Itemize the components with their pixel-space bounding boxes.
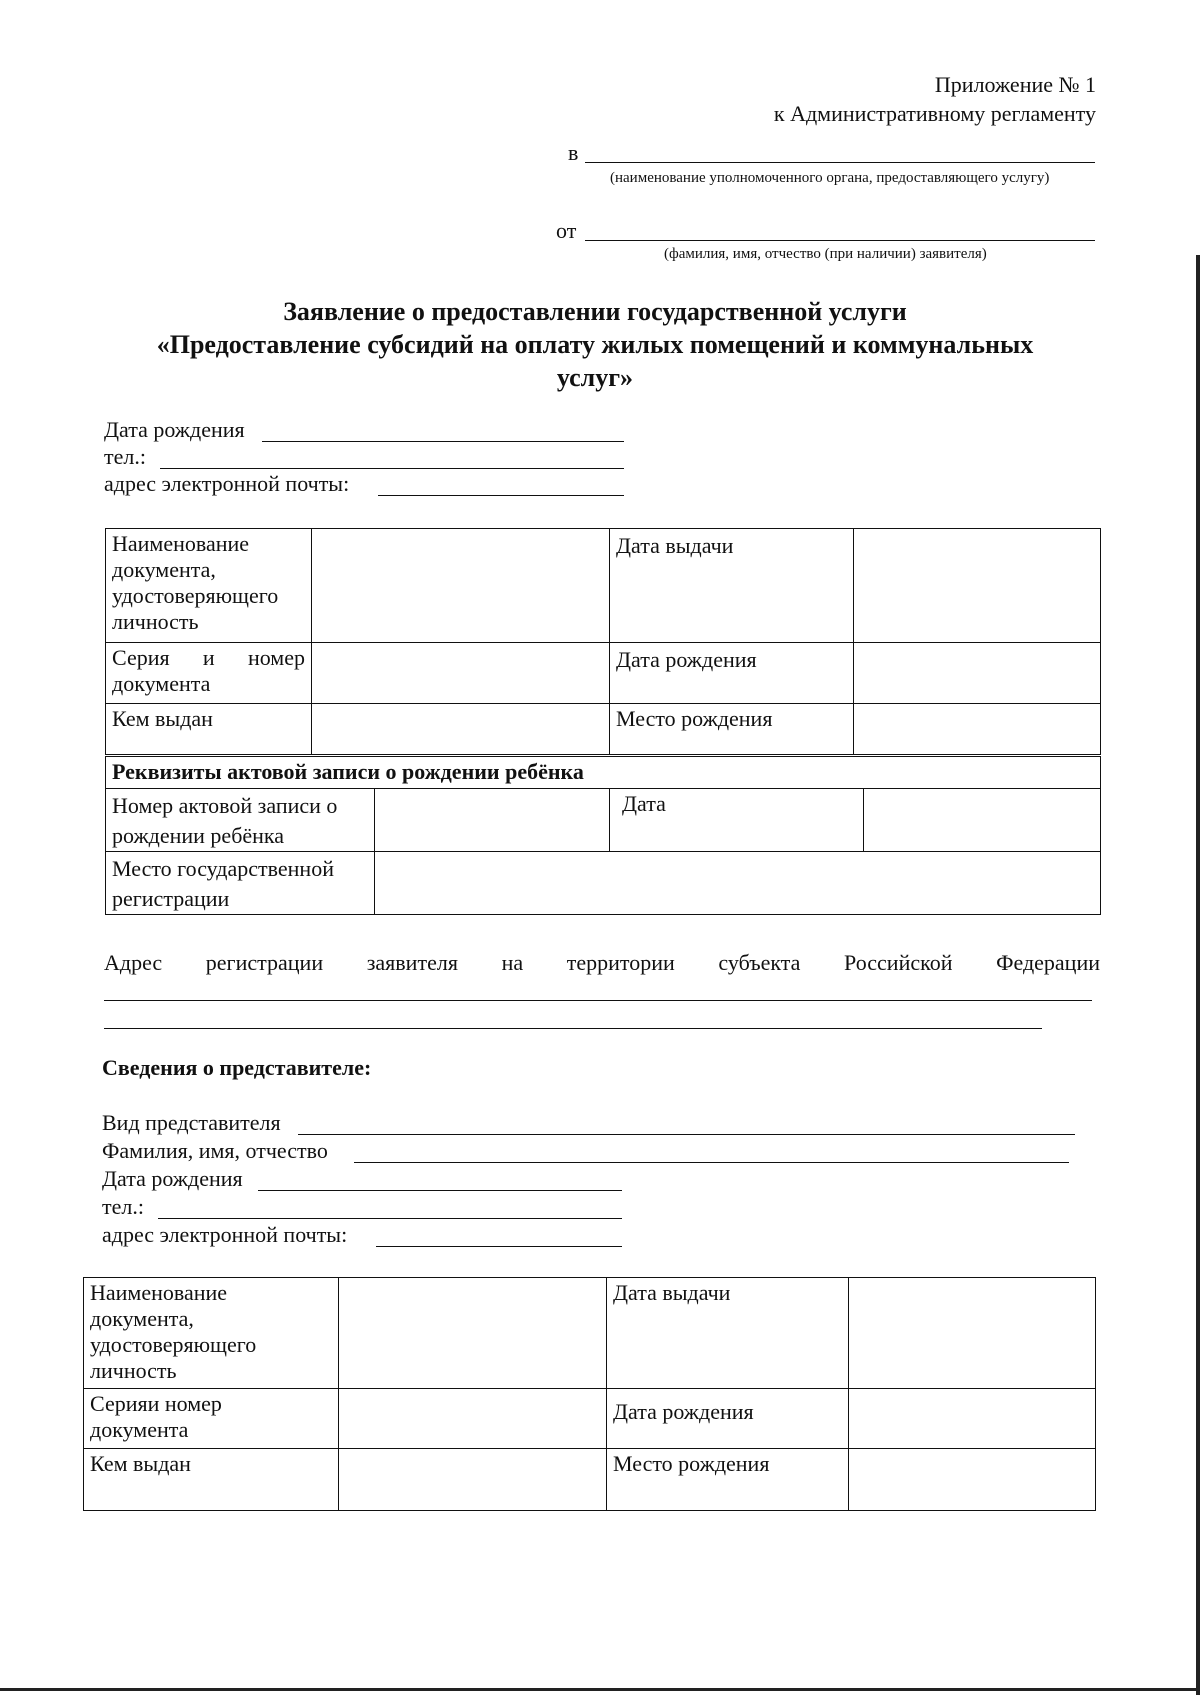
to-authority-caption: (наименование уполномоченного органа, предоставляющего услугу) xyxy=(610,170,1050,186)
act-date-input[interactable] xyxy=(864,789,1101,852)
registration-address-line-2[interactable] xyxy=(104,1028,1042,1029)
table-row xyxy=(106,643,1101,704)
act-number-input[interactable] xyxy=(375,789,610,852)
representative-birth-date-label: Дата рождения xyxy=(102,1166,243,1191)
representative-fio-line[interactable] xyxy=(354,1162,1069,1163)
applicant-issued-by-input[interactable] xyxy=(312,704,610,755)
table-row xyxy=(106,789,1101,852)
scan-edge-bottom xyxy=(0,1688,1200,1691)
applicant-doc-name-input[interactable] xyxy=(312,529,610,643)
scan-edge-right xyxy=(1196,255,1200,1695)
representative-series-input[interactable] xyxy=(339,1389,607,1449)
document-title-line-1: Заявление о предоставлении государственной услуги xyxy=(283,297,907,326)
representative-issue-date-label: Дата выдачи xyxy=(607,1278,849,1389)
table-row xyxy=(84,1389,1096,1449)
applicant-birth-place-input[interactable] xyxy=(854,704,1101,755)
representative-phone-line[interactable] xyxy=(158,1218,622,1219)
representative-doc-name-label: Наименование документа, удостоверяющего личность xyxy=(84,1278,339,1389)
table-row xyxy=(106,757,1101,789)
applicant-birth-date-cell-label: Дата рождения xyxy=(610,643,854,704)
applicant-email-label: адрес электронной почты: xyxy=(104,471,350,496)
representative-type-line[interactable] xyxy=(298,1134,1075,1135)
representative-type-label: Вид представителя xyxy=(102,1110,281,1135)
applicant-issue-date-input[interactable] xyxy=(854,529,1101,643)
representative-birth-place-input[interactable] xyxy=(849,1449,1096,1511)
applicant-birth-place-label: Место рождения xyxy=(610,704,854,755)
applicant-doc-name-label: Наименование документа, удостоверяющего личность xyxy=(106,529,312,643)
act-record-header: Реквизиты актовой записи о рождении ребёнка xyxy=(106,757,1101,789)
applicant-id-table xyxy=(105,528,1101,755)
representative-id-table xyxy=(83,1277,1096,1511)
act-record-table xyxy=(105,756,1101,915)
from-applicant-line[interactable] xyxy=(585,240,1095,241)
from-prefix: от xyxy=(556,218,577,243)
representative-birth-date-cell-label: Дата рождения xyxy=(607,1389,849,1449)
representative-doc-name-input[interactable] xyxy=(339,1278,607,1389)
representative-birth-date-input[interactable] xyxy=(849,1389,1096,1449)
representative-heading: Сведения о представителе: xyxy=(102,1055,372,1080)
registration-place-input[interactable] xyxy=(375,852,1101,915)
representative-issue-date-input[interactable] xyxy=(849,1278,1096,1389)
applicant-birth-date-input[interactable] xyxy=(854,643,1101,704)
table-row xyxy=(106,704,1101,755)
from-applicant-caption: (фамилия, имя, отчество (при наличии) заявителя) xyxy=(664,246,987,262)
applicant-series-input[interactable] xyxy=(312,643,610,704)
applicant-email-line[interactable] xyxy=(378,495,624,496)
representative-birth-date-line[interactable] xyxy=(258,1190,622,1191)
table-row xyxy=(106,852,1101,915)
table-row xyxy=(84,1449,1096,1511)
representative-email-line[interactable] xyxy=(376,1246,622,1247)
representative-issued-by-label: Кем выдан xyxy=(84,1449,339,1511)
registration-place-label: Место государственной регистрации xyxy=(106,852,375,915)
act-number-label: Номер актовой записи о рождении ребёнка xyxy=(106,789,375,852)
document-title-line-2: «Предоставление субсидий на оплату жилых помещений и коммунальных xyxy=(156,330,1034,359)
registration-address-line-1[interactable] xyxy=(104,1000,1092,1001)
document-title-line-3: услуг» xyxy=(556,363,634,392)
to-authority-line[interactable] xyxy=(585,162,1095,163)
appendix-number: Приложение № 1 xyxy=(934,72,1096,97)
registration-address-label: Адрес регистрации заявителя на территории субъекта Российской Федерации xyxy=(104,950,1100,975)
to-prefix: в xyxy=(568,140,579,165)
applicant-birth-date-line[interactable] xyxy=(262,441,624,442)
applicant-phone-label: тел.: xyxy=(104,444,146,469)
applicant-series-label: Серия и номер документа xyxy=(106,643,312,704)
act-date-label: Дата xyxy=(610,789,864,852)
representative-birth-place-label: Место рождения xyxy=(607,1449,849,1511)
representative-email-label: адрес электронной почты: xyxy=(102,1222,348,1247)
applicant-issued-by-label: Кем выдан xyxy=(106,704,312,755)
applicant-issue-date-label: Дата выдачи xyxy=(610,529,854,643)
applicant-phone-line[interactable] xyxy=(160,468,624,469)
table-row xyxy=(84,1278,1096,1389)
regulation-reference: к Административному регламенту xyxy=(773,101,1096,126)
representative-series-label: Серияи номер документа xyxy=(84,1389,339,1449)
representative-fio-label: Фамилия, имя, отчество xyxy=(102,1138,328,1163)
table-row xyxy=(106,529,1101,643)
applicant-birth-date-label: Дата рождения xyxy=(104,417,245,442)
representative-issued-by-input[interactable] xyxy=(339,1449,607,1511)
representative-phone-label: тел.: xyxy=(102,1194,144,1219)
